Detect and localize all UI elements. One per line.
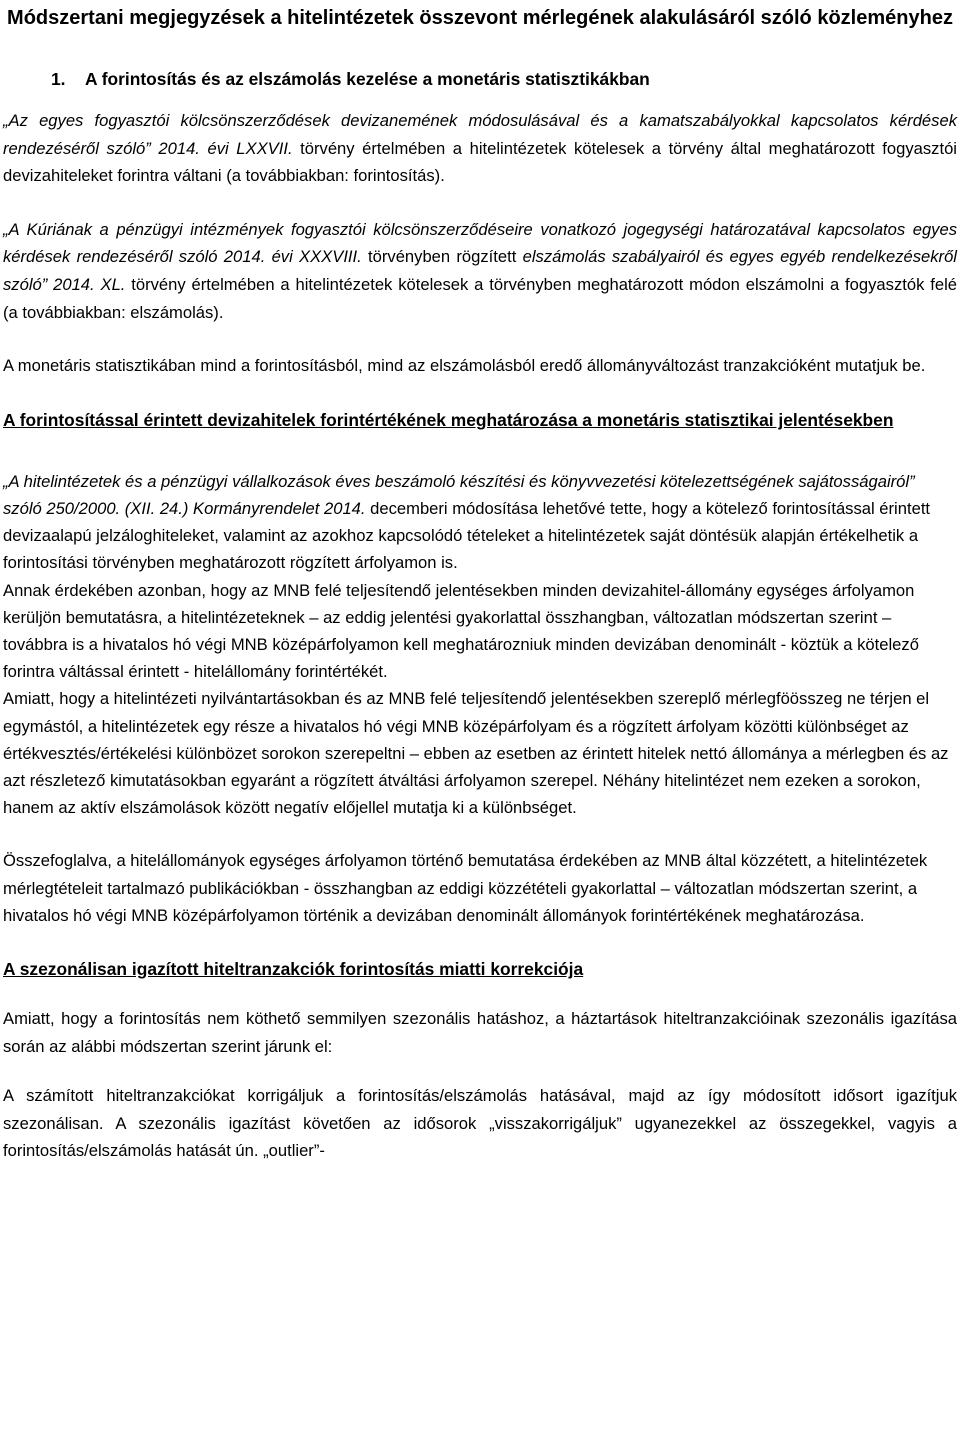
decree-reference: „A hitelintézetek és a pénzügyi vállalkozások éves beszámoló készítési és könyvvezetési kötelezettségének sajátosságairól” szóló 250/2000. (XII. 24.) Kormányrendelet 2014.: [3, 471, 915, 518]
subsection-szezonalis-heading: A szezonálisan igazított hiteltranzakciók forintosítás miatti korrekciója: [3, 959, 584, 979]
subsection-a-paragraph-1: [3, 468, 957, 577]
subsection-a-paragraph-2: Annak érdekében azonban, hogy az MNB felé teljesítendő jelentésekben minden devizahitel-állomány egységes árfolyamon kerüljön bemutatásra, a hitelintézeteknek – az eddig jelentési gyakorlattal összhangban, változatlan módszertan szerint – továbbra is a hivatalos hó végi MNB középárfolyamon kell meghatározniuk minden devizában denominált - köztük a kötelező forintra váltással érintett - hitelállomány forintértékét.: [3, 580, 919, 682]
paragraph-text: törvény értelmében a hitelintézetek kötelesek a törvényben meghatározott módon elszámolni a fogyasztók felé (a továbbiakban: elszámolás).: [3, 274, 957, 322]
law-reference-xl: elszámolás szabályairól és egyes egyéb rendelkezésekről szóló” 2014. XL.: [3, 247, 957, 294]
paragraph-text: decemberi módosítása lehetővé tette, hogy a kötelező forintosítással érintett devizaalapú jelzáloghiteleket, valamint az azokhoz kapcsolódó tételeket a hitelintézetek saját döntésük alapján értékelhetik a forintosítási törvényben meghatározott rögzített árfolyamon is.: [3, 498, 931, 573]
section-1-paragraph-2: [3, 216, 957, 326]
subsection-a-paragraph-4: Összefoglalva, a hitelállományok egységes árfolyamon történő bemutatása érdekében az MNB által közzétett, a hitelintézetek mérlegtételeit tartalmazó publikációkban - összhangban az eddigi közzétételi gyakorlattal – változatlan módszertan szerint, a hivatalos hó végi MNB középárfolyamon történik a devizában denominált állományok forintértékének meghatározása.: [3, 851, 928, 925]
section-1-paragraph-3: A monetáris statisztikában mind a forintosításból, mind az elszámolásból eredő állományváltozást tranzakcióként mutatjuk be.: [3, 356, 926, 376]
paragraph-text: törvényben rögzített: [361, 247, 523, 267]
section-1-title: A forintosítás és az elszámolás kezelése a monetáris statisztikákban: [85, 69, 650, 89]
subsection-b-paragraph-2: A számított hiteltranzakciókat korrigáljuk a forintosítás/elszámolás hatásával, majd az így módosított idősort igazítjuk szezonálisan. A szezonális igazítást követően az idősorok „visszakorrigáljuk” ugyanezekkel az összegekkel, vagyis a forintosítás/elszámolás hatását ún. „outlier”-: [3, 1086, 957, 1161]
subsection-forintertek-heading: A forintosítással érintett devizahitelek forintértékének meghatározása a monetáris statisztikai jelentésekben: [3, 409, 894, 430]
law-reference-xxxviii: „A Kúriának a pénzügyi intézmények fogyasztói kölcsönszerződéseire vonatkozó jogegységi határozatával kapcsolatos egyes kérdések rendezéséről szóló 2014. évi XXXVIII.: [3, 219, 957, 267]
subsection-b-paragraph-1: Amiatt, hogy a forintosítás nem köthető semmilyen szezonális hatáshoz, a háztartások hiteltranzakcióinak szezonális igazítása során az alábbi módszertan szerint járunk el:: [3, 1009, 957, 1056]
subsection-a-paragraph-3: Amiatt, hogy a hitelintézeti nyilvántartásokban és az MNB felé teljesítendő jelentésekben szereplő mérlegföösszeg ne térjen el egymástól, a hitelintézetek egy része a hivatalos hó végi MNB középárfolyam és a rögzített árfolyam közötti különbséget az értékvesztés/értékelési különbözet sorokon szerepeltni – ebben az esetben az érintett hitelek nettó állománya a mérlegben és az azt részletező kimutatásokban egyaránt a rögzített átváltási árfolyamon szerepel. Néhány hitelintézet nem ezeken a sorokon, hanem az aktív elszámolások között negatív előjellel mutatja ki a különbséget.: [3, 689, 949, 818]
document-title: Módszertani megjegyzések a hitelintézetek összevont mérlegének alakulásáról szóló közleményhez: [7, 7, 953, 29]
section-1-heading: [51, 65, 957, 93]
section-1-number: 1.: [51, 69, 66, 89]
section-1-paragraph-1: [3, 107, 957, 190]
paragraph-text: törvény értelmében a hitelintézetek kötelesek a törvény által meghatározott fogyasztói devizahiteleket forintra váltani (a továbbiakban: forintosítás).: [3, 138, 957, 186]
law-reference-lxxvii: „Az egyes fogyasztói kölcsönszerződések devizanemének módosulásával és a kamatszabályokkal kapcsolatos kérdések rendezéséről szóló” 2014. évi LXXVII.: [3, 111, 957, 158]
